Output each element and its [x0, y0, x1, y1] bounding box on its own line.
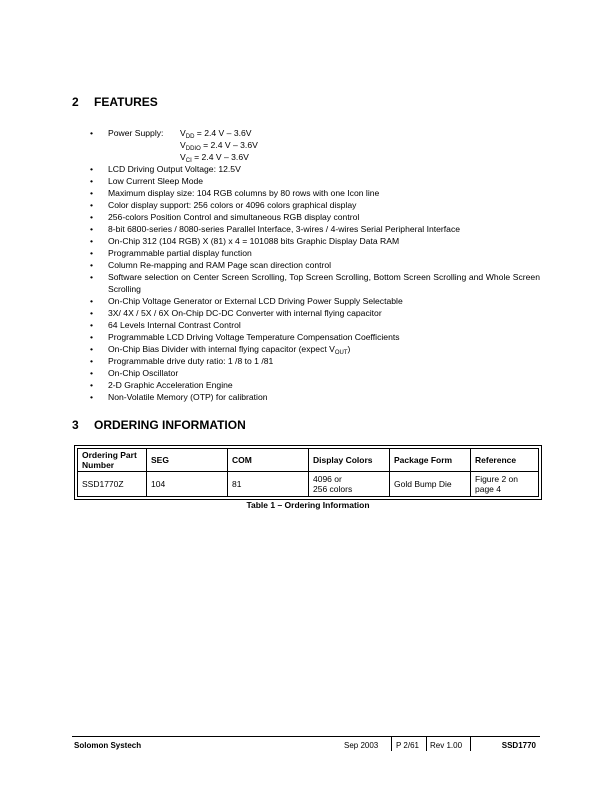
list-item: • Low Current Sleep Mode: [90, 176, 204, 186]
list-item: • 256-colors Position Control and simultaneous RGB display control: [90, 212, 360, 222]
list-item: • Non-Volatile Memory (OTP) for calibration: [90, 392, 268, 402]
section-number: 3: [72, 418, 79, 432]
list-item: • On-Chip 312 (104 RGB) X (81) x 4 = 101088 bits Graphic Display Data RAM: [90, 236, 400, 246]
bullet-icon: •: [90, 260, 94, 270]
footer-divider: [391, 737, 392, 751]
list-item: [90, 127, 540, 163]
vci-spec: $V_{CI} = 2.4$ V – 3.6V: [180, 152, 249, 164]
list-item: • 8-bit 6800-series / 8080-series Parallel Interface, 3-wires / 4-wires Serial Peripheral Interface: [90, 224, 461, 234]
list-item: • Software selection on Center Screen Scrolling, Top Screen Scrolling, Bottom Screen Scrolling and Whole Screen Scrolling: [90, 272, 540, 294]
bullet-icon: •: [90, 308, 94, 318]
table-row: [78, 472, 539, 497]
vdd-spec: $V_{DD} = 2.4$ V – 3.6V: [180, 128, 252, 140]
bullet-icon: •: [90, 332, 94, 342]
section-heading-features: [72, 95, 158, 109]
bullet-icon: •: [90, 380, 94, 390]
bullet-icon: •: [90, 164, 94, 174]
list-item: • 64 Levels Internal Contrast Control: [90, 320, 241, 330]
section-heading-ordering: [72, 418, 246, 432]
cell-part: SSD1770Z: [78, 472, 147, 497]
bullet-icon: •: [90, 212, 94, 222]
bullet-icon: •: [90, 188, 94, 198]
footer-part-number: SSD1770: [501, 741, 536, 750]
list-item: • On-Chip Voltage Generator or External LCD Driving Power Supply Selectable: [90, 296, 403, 306]
table-caption: Table 1 – Ordering Information: [246, 500, 370, 510]
footer-divider: [426, 737, 427, 751]
column-header: Package Form: [390, 449, 471, 472]
list-item: • Column Re-mapping and RAM Page scan direction control: [90, 260, 332, 270]
list-item: • Programmable partial display function: [90, 248, 252, 258]
bullet-icon: •: [90, 248, 94, 258]
section-title: FEATURES: [94, 95, 158, 109]
bullet-icon: •: [90, 224, 94, 234]
footer-company: Solomon Systech: [74, 741, 142, 750]
footer-date: Sep 2003: [344, 741, 379, 750]
bullet-icon: •: [90, 272, 94, 282]
list-item: • Programmable drive duty ratio: 1 /8 to 1 /81: [90, 356, 274, 366]
cell-colors: 4096 or 256 colors: [309, 472, 390, 497]
list-item: • LCD Driving Output Voltage: 12.5V: [90, 164, 241, 174]
bullet-icon: •: [90, 368, 94, 378]
bullet-icon: •: [90, 344, 94, 354]
bullet-icon: •: [90, 200, 94, 210]
footer-revision: Rev 1.00: [430, 741, 463, 750]
list-item: • On-Chip Bias Divider with internal flying capacitor (expect $V_{OUT}$): [90, 344, 351, 356]
vddio-spec: $V_{DDIO} = 2.4$ V – 3.6V: [180, 140, 258, 152]
section-title: ORDERING INFORMATION: [94, 418, 246, 432]
table-header-row: [78, 449, 539, 472]
list-item: • On-Chip Oscillator: [90, 368, 179, 378]
column-header: COM: [228, 449, 309, 472]
list-item: • 2-D Graphic Acceleration Engine: [90, 380, 233, 390]
column-header: Reference: [471, 449, 539, 472]
cell-com: 81: [228, 472, 309, 497]
bullet-icon: •: [90, 296, 94, 306]
bullet-icon: •: [90, 320, 94, 330]
list-item: • Maximum display size: 104 RGB columns by 80 rows with one Icon line: [90, 188, 380, 198]
column-header: Display Colors: [309, 449, 390, 472]
column-header: Ordering Part Number: [78, 449, 147, 472]
cell-seg: 104: [147, 472, 228, 497]
column-header: SEG: [147, 449, 228, 472]
footer-divider: [470, 737, 471, 751]
list-item: • 3X/ 4X / 5X / 6X On-Chip DC-DC Converter with internal flying capacitor: [90, 308, 382, 318]
bullet-icon: •: [90, 356, 94, 366]
power-supply-label: Power Supply:: [108, 128, 164, 138]
ordering-table-frame: [74, 445, 542, 500]
features-list: [90, 127, 540, 403]
footer-page: P 2/61: [396, 741, 419, 750]
list-item: • Programmable LCD Driving Voltage Temperature Compensation Coefficients: [90, 332, 400, 342]
section-number: 2: [72, 95, 79, 109]
cell-reference: Figure 2 on page 4: [471, 472, 539, 497]
cell-package: Gold Bump Die: [390, 472, 471, 497]
bullet-icon: •: [90, 236, 94, 246]
list-item: • Color display support: 256 colors or 4096 colors graphical display: [90, 200, 357, 210]
bullet-icon: •: [90, 128, 94, 138]
page-footer: [72, 736, 540, 751]
bullet-icon: •: [90, 392, 94, 402]
ordering-table: [77, 448, 539, 497]
bullet-icon: •: [90, 176, 94, 186]
